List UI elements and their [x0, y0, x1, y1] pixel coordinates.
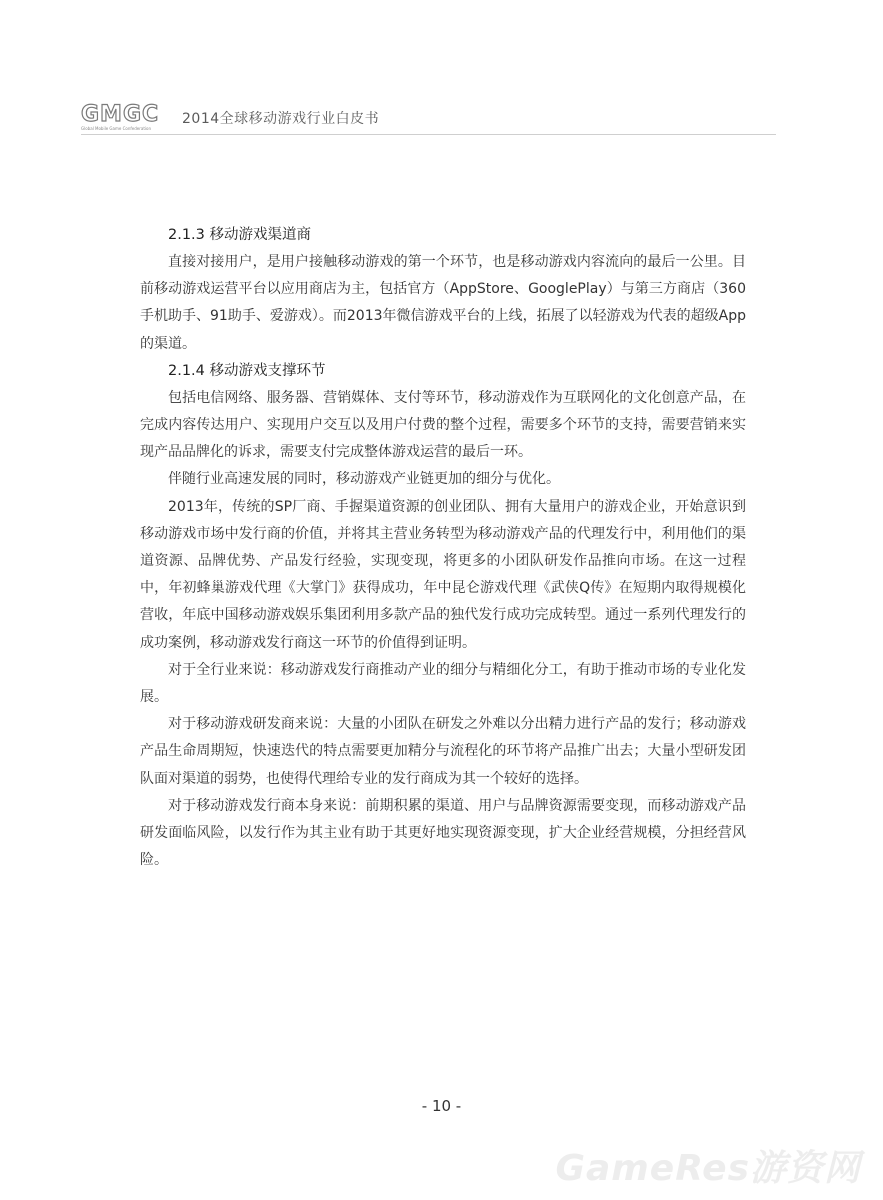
document-title: 2014全球移动游戏行业白皮书	[182, 111, 380, 127]
page-header	[81, 100, 776, 135]
section-heading: 2.1.3 移动游戏渠道商	[168, 227, 312, 243]
page-number: - 10 -	[421, 1097, 462, 1115]
logo-text: GMGC	[81, 102, 160, 127]
page-content	[140, 222, 746, 874]
paragraph: 对于移动游戏研发商来说：大量的小团队在研发之外难以分出精力进行产品的发行；移动游戏产品生命周期短，快速迭代的特点需要更加精分与流程化的环节将产品推广出去；大量小型研发团队面对渠道的弱势，也使得代理给专业的发行商成为其一个较好的选择。	[140, 716, 746, 787]
paragraph: 对于全行业来说：移动游戏发行商推动产业的细分与精细化分工，有助于推动市场的专业化发展。	[140, 661, 746, 706]
logo-subtitle: Global Mobile Game Confederation	[81, 126, 152, 131]
watermark: GameRes游资网	[555, 1148, 861, 1189]
paragraph: 包括电信网络、服务器、营销媒体、支付等环节，移动游戏作为互联网化的文化创意产品，在完成内容传达用户、实现用户交互以及用户付费的整个过程，需要多个环节的支持，需要营销来实现产品品牌化的诉求，需要支付完成整体游戏运营的最后一环。	[140, 389, 746, 461]
section-heading: 2.1.4 移动游戏支撑环节	[168, 362, 326, 379]
paragraph: 对于移动游戏发行商本身来说：前期积累的渠道、用户与品牌资源需要变现，而移动游戏产品研发面临风险，以发行作为其主业有助于其更好地实现资源变现，扩大企业经营规模，分担经营风险。	[140, 797, 746, 869]
paragraph: 2013年，传统的SP厂商、手握渠道资源的创业团队、拥有大量用户的游戏企业，开始意识到移动游戏市场中发行商的价值，并将其主营业务转型为移动游戏产品的代理发行中，利用他们的渠道资源、品牌优势、产品发行经验，实现变现，将更多的小团队研发作品推向市场。在这一过程中，年初蜂巢游戏代理《大掌门》获得成功，年中昆仑游戏代理《武侠Q传》在短期内取得规模化营收，年底中国移动游戏娱乐集团利用多款产品的独代发行成功完成转型。通过一系列代理发行的成功案例，移动游戏发行商这一环节的价值得到证明。	[140, 498, 746, 651]
gmgc-logo	[81, 102, 181, 132]
paragraph: 直接对接用户，是用户接触移动游戏的第一个环节，也是移动游戏内容流向的最后一公里。目前移动游戏运营平台以应用商店为主，包括官方（AppStore、GooglePlay）与第三方商店（360手机助手、91助手、爱游戏）。而2013年微信游戏平台的上线，拓展了以轻游戏为代表的超级App的渠道。	[140, 254, 746, 352]
paragraph: 伴随行业高速发展的同时，移动游戏产业链更加的细分与优化。	[168, 471, 560, 488]
